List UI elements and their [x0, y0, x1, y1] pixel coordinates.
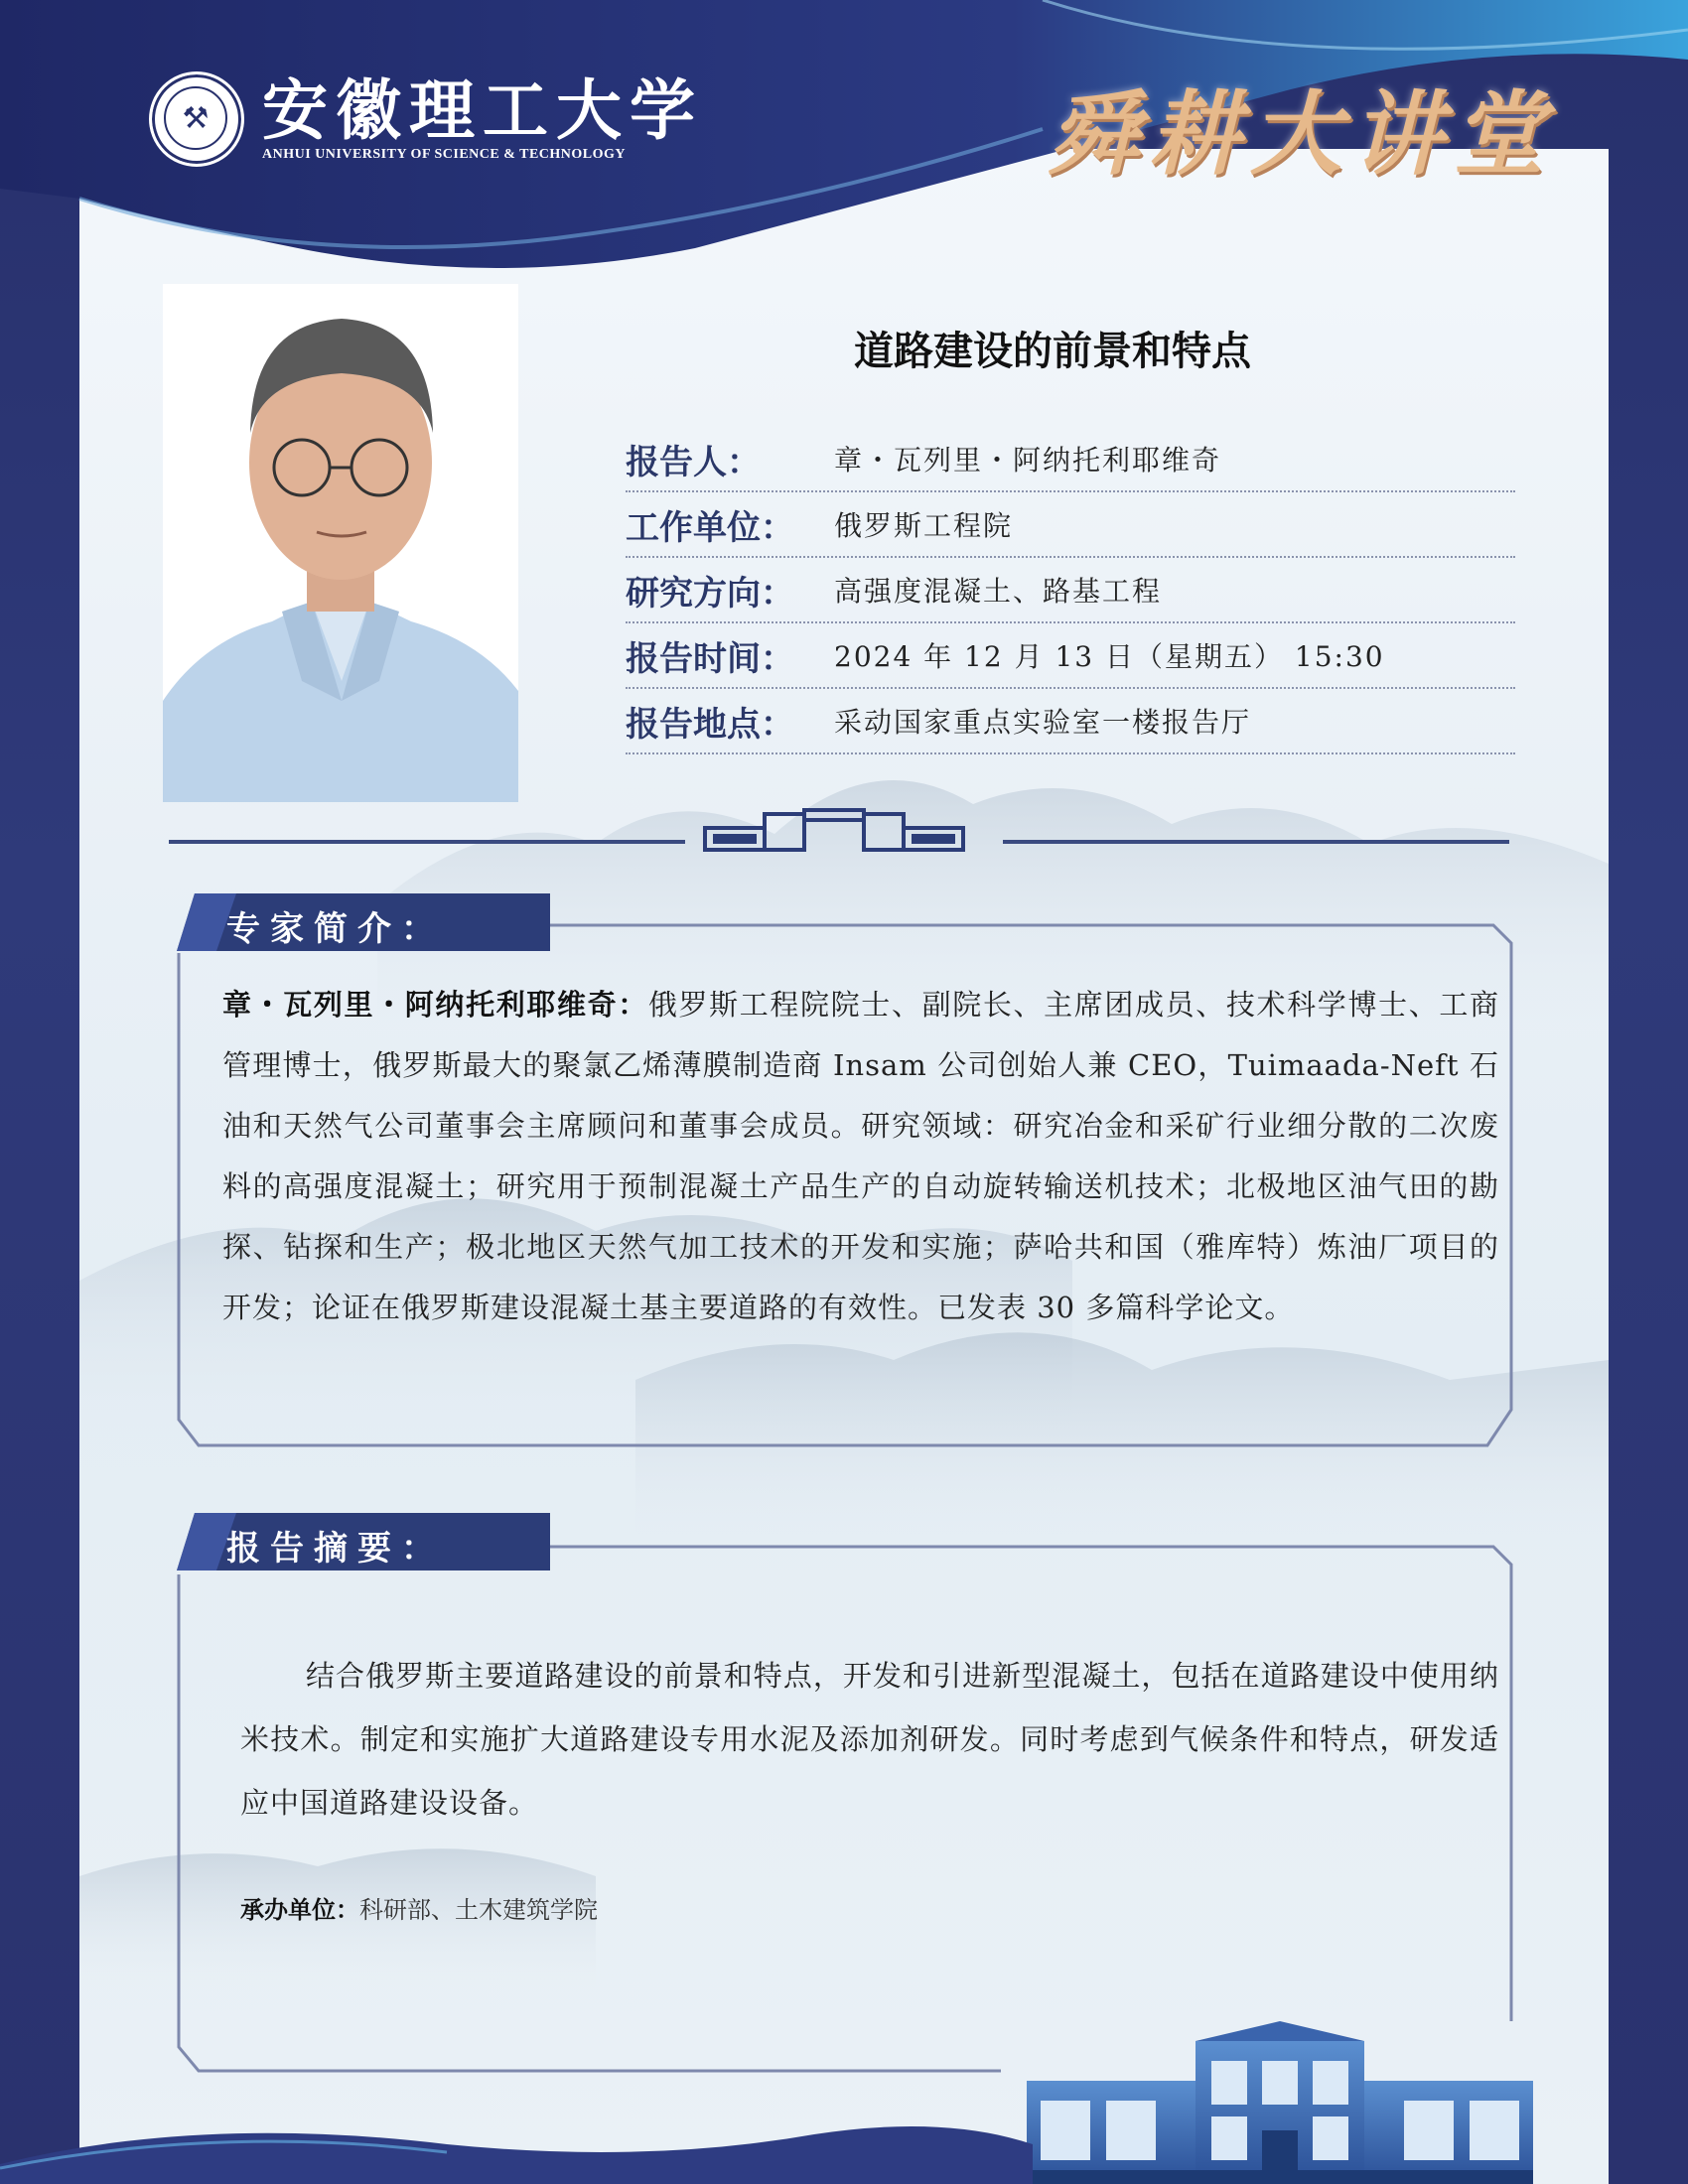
- gate-divider: [169, 804, 1509, 864]
- campus-building-illustration: [1027, 2021, 1533, 2184]
- info-value: 2024 年 12 月 13 日（星期五） 15:30: [834, 640, 1385, 673]
- university-seal-icon: ⚒: [149, 71, 244, 167]
- bio-body: 俄罗斯工程院院士、副院长、主席团成员、技术科学博士、工商管理博士，俄罗斯最大的聚氯乙烯薄膜制造商 Insam 公司创始人兼 CEO，Tuimaada-Neft 石油和天然气公司董事会主席顾问和董事会成员。研究领域：研究冶金和采矿行业细分散的二次废料的高强度混凝土；研究用于预制混凝土产品生产的自动旋转输送机技术；北极地区油气田的勘探、钻探和生产；极北地区天然气加工技术的开发和实施；萨哈共和国（雅库特）炼油厂项目的开发；论证在俄罗斯建设混凝土基主要道路的有效性。已发表 30 多篇科学论文。: [222, 988, 1499, 1324]
- abstract-text: 结合俄罗斯主要道路建设的前景和特点，开发和引进新型混凝土，包括在道路建设中使用纳米技术。制定和实施扩大道路建设专用水泥及添加剂研发。同时考虑到气候条件和特点，研发适应中国道路建设设备。: [240, 1659, 1499, 1820]
- university-name-en: ANHUI UNIVERSITY OF SCIENCE & TECHNOLOGY: [262, 147, 627, 162]
- info-value: 高强度混凝土、路基工程: [834, 575, 1163, 608]
- abstract-heading-tab: [177, 1513, 550, 1570]
- host-value: 科研部、土木建筑学院: [359, 1896, 598, 1924]
- info-value: 俄罗斯工程院: [834, 509, 1014, 542]
- info-label: 工作单位：: [626, 507, 794, 548]
- info-row-affiliation: [626, 492, 1515, 558]
- info-value: 采动国家重点实验室一楼报告厅: [834, 706, 1252, 739]
- bio-heading: 专家简介：: [226, 909, 445, 949]
- info-label: 报告人：: [626, 442, 761, 482]
- info-row-research: [626, 558, 1515, 623]
- info-label: 报告时间：: [626, 638, 794, 679]
- university-logo: [149, 69, 703, 169]
- info-row-location: [626, 689, 1515, 754]
- info-label: 研究方向：: [626, 573, 794, 614]
- info-value: 章・瓦列里・阿纳托利耶维奇: [834, 444, 1222, 477]
- footer-wave: [0, 2105, 1033, 2184]
- speaker-photo: [163, 284, 518, 802]
- bio-text: [222, 975, 1499, 1338]
- info-label: 报告地点：: [626, 704, 794, 745]
- host-label: 承办单位：: [240, 1896, 359, 1924]
- info-row-speaker: [626, 427, 1515, 492]
- info-row-time: [626, 623, 1515, 689]
- talk-title: 道路建设的前景和特点: [854, 329, 1251, 374]
- university-name-cn: 安徽理工大学: [262, 71, 703, 149]
- abstract-heading: 报告摘要：: [226, 1529, 445, 1569]
- lecture-series-title: 舜耕大讲堂: [1048, 80, 1555, 188]
- host-unit: [240, 1890, 598, 1925]
- talk-info: [626, 427, 1515, 754]
- bio-heading-tab: [177, 893, 550, 951]
- speaker-name: 章・瓦列里・阿纳托利耶维奇：: [222, 988, 648, 1022]
